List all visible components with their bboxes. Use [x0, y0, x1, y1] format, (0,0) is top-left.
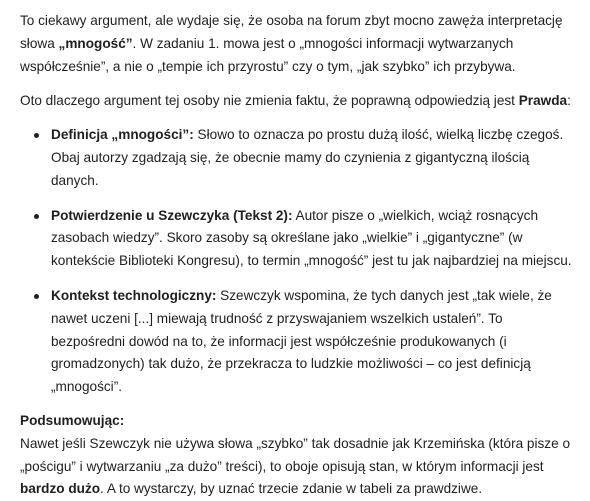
bullet-icon [34, 133, 39, 138]
lead-paragraph [20, 90, 576, 113]
reasons-list [20, 124, 576, 399]
lead-text: Oto dlaczego argument tej osoby nie zmienia faktu, że poprawną odpowiedzią jest [20, 93, 519, 109]
list-item [20, 205, 576, 273]
list-item-title: Potwierdzenie u Szewczyka (Tekst 2): [51, 207, 293, 223]
list-item-text: Słowo to oznacza po prostu dużą ilość, wielką liczbę czegoś. Obaj autorzy zgadzają się, że obecnie mamy do czynienia z gigantyczną ilością danych. [51, 127, 564, 188]
list-item-title: Definicja „mnogości”: [51, 127, 194, 143]
list-item-title: Kontekst technologiczny: [51, 287, 217, 303]
summary-text-1: Nawet jeśli Szewczyk nie używa słowa „szybko” tak dosadnie jak Krzemińska (która pisze o „pościgu” i wytwarzaniu „za dużo” treści), to oboje opisują stan, w którym informacji jest [20, 435, 571, 474]
intro-term: „mnogość” [58, 35, 133, 51]
lead-end: : [567, 93, 571, 109]
summary-text-2: . A to wystarczy, by uznać trzecie zdanie w tabeli za prawdziwe. [100, 481, 483, 497]
intro-text-1: To ciekawy argument, ale wydaje się, że osoba na forum zbyt mocno zawęża interpretację słowa [20, 13, 563, 51]
summary-emphasis: bardzo dużo [20, 481, 101, 497]
intro-text-2: . W zadaniu 1. mowa jest o „mnogości informacji wytwarzanych współcześnie”, a nie o „tempie ich przyrostu” czy o tym, „jak szybko” ich przybywa. [20, 35, 516, 74]
list-item-text: Szewczyk wspomina, że tych danych jest „tak wiele, że nawet uczeni [...] miewają trudność z przyswajaniem wszelkich ustaleń”. To bezpośredni dowód na to, że informacji jest współcześnie produkowanych (i gromadzonych) tak dużo, że przekracza to ludzkie możliwości – co jest definicją „mnogości”. [51, 287, 552, 395]
list-item [20, 285, 576, 399]
summary-heading: Podsumowując: [20, 412, 125, 428]
summary-paragraph [20, 433, 576, 501]
list-item [20, 124, 576, 192]
list-item-text: Autor pisze o „wielkich, wciąż rosnących zasobach wiedzy”. Skoro zasoby są określane jako „wielkie” i „gigantyczne” (w kontekście Biblioteki Kongresu), to termin „mnogość” jest tu jak najbardziej na miejscu. [51, 207, 572, 269]
bullet-icon [34, 294, 39, 299]
intro-paragraph [20, 10, 576, 78]
bullet-icon [34, 214, 39, 219]
lead-answer: Prawda [518, 93, 568, 109]
